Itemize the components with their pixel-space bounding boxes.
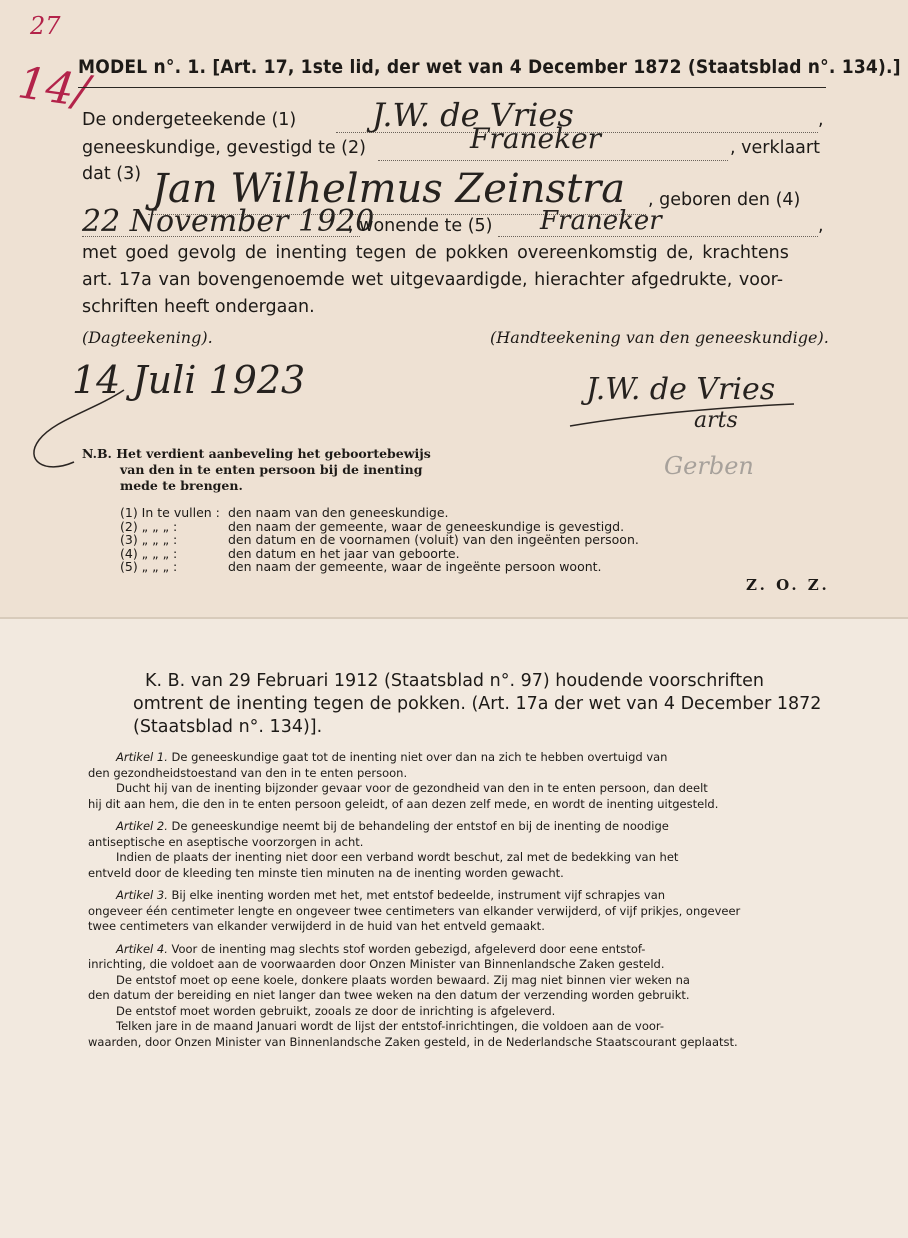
nb-line-1: N.B. Het verdient aanbeveling het geboortebewijs <box>82 446 431 461</box>
footnote-row: (4) „ „ „ : den datum en het jaar van geboorte. <box>120 545 460 561</box>
article-label: Artikel 3. <box>116 888 168 902</box>
line3-suffix: , geboren den (4) <box>648 190 801 210</box>
zoz-turn-over: Z. O. Z. <box>746 576 830 594</box>
body-line-2: art. 17a van bovengenoemde wet uitgevaardigde, hierachter afgedrukte, voor- <box>82 270 784 290</box>
pencil-annotation-top: 27 <box>30 12 61 40</box>
physician-place-handwritten: Franeker <box>470 122 602 155</box>
vaccinee-name-handwritten: Jan Wilhelmus Zeinstra <box>152 166 626 212</box>
line2-dots <box>378 160 728 161</box>
physician-name-handwritten: J.W. de Vries <box>372 96 574 134</box>
footnote-row: (2) „ „ „ : den naam der gemeente, waar de geneeskundige is gevestigd. <box>120 518 625 534</box>
pencil-annotation-left: 14/ <box>14 57 93 118</box>
kb-title-line-2: omtrent de inenting tegen de pokken. (Art. 17a der wet van 4 December 1872 <box>133 694 822 714</box>
kb-title-line-3: (Staatsblad n°. 134)]. <box>133 717 323 737</box>
signature-title: arts <box>694 408 738 433</box>
kb-title <box>133 670 835 739</box>
line2-label: geneeskundige, gevestigd te (2) <box>82 138 366 158</box>
article-3: Artikel 3. Bij elke inenting worden met het, met entstof bedeelde, instrument vijf schrapjes van ongeveer één centimeter lengte en ongeveer twee centimeters van elkander verwijderd, of vijf prikjes, ongeveer twee centimeters van elkander verwijderd in de huid van het entveld gemaakt. <box>88 888 741 933</box>
article-label: Artikel 4. <box>116 941 168 956</box>
pencil-note-gerben: Gerben <box>664 452 754 480</box>
line3-label: dat (3) <box>82 164 142 184</box>
nb-line-3: mede te brengen. <box>120 478 243 493</box>
kb-title-line-1: K. B. van 29 Februari 1912 (Staatsblad n°. 97) houdende voorschriften <box>145 671 764 691</box>
residence-handwritten: Franeker <box>540 206 662 236</box>
articles <box>88 750 834 1057</box>
footnotes <box>120 506 639 574</box>
physician-signature: J.W. de Vries <box>586 372 776 407</box>
signature-caption: (Handteekening van den geneeskundige). <box>490 328 829 347</box>
fold-line <box>0 617 908 619</box>
date-caption: (Dagteekening). <box>82 328 213 347</box>
line4-comma: , <box>818 216 824 236</box>
article-1: Artikel 1. De geneeskundige gaat tot de inenting niet over dan na zich te hebben overtuigd van den gezondheidstoestand van den in te enten persoon. Ducht hij van de inenting bijzonder gevaar voor de gezondheid van den in te enten persoon, dan deelt hij dit aan hem, die den in te enten persoon geleidt, of aan dezen zelf mede, en wordt de inenting uitgesteld. <box>88 750 719 811</box>
line2-suffix: , verklaart <box>730 138 820 158</box>
model-header: MODEL n°. 1. [Art. 17, 1ste lid, der wet van 4 December 1872 (Staatsblad n°. 134).] <box>78 56 901 78</box>
line4-dots-b <box>498 236 818 237</box>
signature-underline-icon <box>568 396 798 436</box>
line4-label: , wonende te (5) <box>348 216 493 236</box>
line1-comma: , <box>818 110 824 130</box>
birth-date-handwritten: 22 November 1920 <box>82 204 375 239</box>
article-2: Artikel 2. De geneeskundige neemt bij de behandeling der entstof en bij de inenting de noodige antiseptische en aseptische voorzorgen in acht. Indien de plaats der inenting niet door een verband wordt beschut, zal met de bedekking van het entveld door de kleeding ten minste tien minuten na de inenting worden gewacht. <box>88 819 679 880</box>
footnote-row: (3) „ „ „ : den datum en de voornamen (voluit) van den ingeënten persoon. <box>120 532 639 547</box>
body-line-3: schriften heeft ondergaan. <box>82 297 315 317</box>
body-line-1: met goed gevolg de inenting tegen de pokken overeenkomstig de, krachtens <box>82 243 789 263</box>
article-4: Artikel 4. Voor de inenting mag slechts stof worden gebezigd, afgeleverd door eene entstof- inrichting, die voldoet aan de voorwaarden door Onzen Minister van Binnenlandsche Zaken gesteld. De entstof moet op eene koele, donkere plaats worden bewaard. Zij mag niet binnen vier weken na den datum der bereiding en niet langer dan twee weken na den datum der verzending worden gebruikt. De entstof moet worden gebruikt, zooals ze door de inrichting is afgeleverd. Telken jare in de maand Januari wordt de lijst der entstof-inrichtingen, die voldoen aan de voor- waarden, door Onzen Minister van Binnenlandsche Zaken gesteld, in de Nederlandsche Staatscourant geplaatst. <box>88 941 738 1049</box>
certificate-date-handwritten: 14 Juli 1923 <box>72 358 306 402</box>
nb-note <box>82 446 431 494</box>
header-divider <box>78 87 826 88</box>
article-label: Artikel 1. <box>116 750 168 764</box>
footnote-row: (1) In te vullen : den naam van den geneeskundige. <box>120 505 449 520</box>
line1-label: De ondergeteekende (1) <box>82 110 297 130</box>
article-label: Artikel 2. <box>116 819 168 833</box>
nb-line-2: van den in te enten persoon bij de inenting <box>120 462 423 477</box>
footnote-row: (5) „ „ „ : den naam der gemeente, waar de ingeënte persoon woont. <box>120 559 602 574</box>
